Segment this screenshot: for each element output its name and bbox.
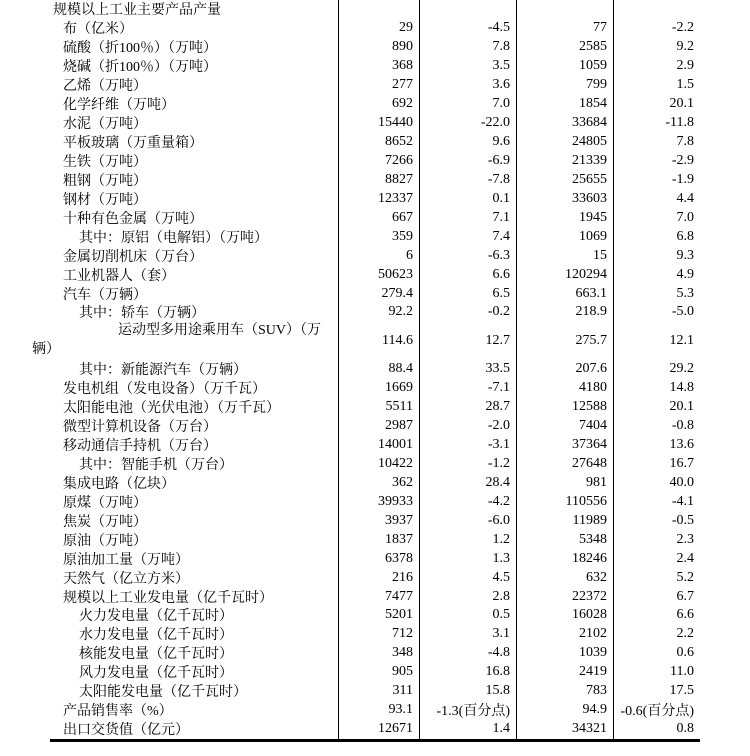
current-growth-cell: -2.0 bbox=[419, 417, 516, 436]
product-label: 硫酸（折100％）（万吨） bbox=[63, 41, 217, 57]
current-growth-cell: 6.6 bbox=[419, 265, 516, 284]
cumulative-growth-cell: 20.1 bbox=[613, 398, 700, 417]
table-row bbox=[50, 511, 700, 530]
product-label: 风力发电量（亿千瓦时） bbox=[79, 666, 233, 682]
current-growth-cell: -7.1 bbox=[419, 379, 516, 398]
current-growth-cell: 7.8 bbox=[419, 38, 516, 57]
cumulative-value-cell: 11989 bbox=[516, 511, 613, 530]
current-growth-cell: -0.2 bbox=[419, 303, 516, 322]
product-label: 产品销售率（%） bbox=[63, 704, 173, 720]
product-label: 规模以上工业主要产品产量 bbox=[53, 3, 221, 19]
table-row bbox=[50, 663, 700, 682]
product-name-cell bbox=[50, 530, 338, 549]
product-name-cell bbox=[50, 246, 338, 265]
cumulative-value-cell: 120294 bbox=[516, 265, 613, 284]
current-growth-cell: 15.8 bbox=[419, 682, 516, 701]
cumulative-value-cell: 33684 bbox=[516, 114, 613, 133]
current-value-cell: 14001 bbox=[338, 436, 419, 455]
cumulative-growth-cell: 13.6 bbox=[613, 436, 700, 455]
cumulative-value-cell: 1039 bbox=[516, 644, 613, 663]
product-name-cell bbox=[32, 322, 338, 360]
product-label: 生铁（万吨） bbox=[63, 154, 147, 170]
table-row bbox=[50, 265, 700, 284]
cumulative-value-cell: 1059 bbox=[516, 57, 613, 76]
cumulative-growth-cell: 2.3 bbox=[613, 530, 700, 549]
product-name-cell bbox=[50, 417, 338, 436]
product-name-cell bbox=[50, 38, 338, 57]
current-growth-cell: -22.0 bbox=[419, 114, 516, 133]
cumulative-value-cell: 16028 bbox=[516, 606, 613, 625]
industrial-products-table bbox=[32, 0, 700, 739]
cumulative-value-cell: 21339 bbox=[516, 152, 613, 171]
product-name-cell bbox=[50, 587, 338, 606]
product-label: 其中：轿车（万辆） bbox=[79, 306, 205, 322]
table-row bbox=[50, 95, 700, 114]
product-name-cell bbox=[50, 19, 338, 38]
current-growth-cell: -6.3 bbox=[419, 246, 516, 265]
current-growth-cell: -1.3(百分点) bbox=[419, 701, 516, 720]
current-growth-cell: 7.0 bbox=[419, 95, 516, 114]
table-row bbox=[50, 720, 700, 739]
product-label: 集成电路（亿块） bbox=[63, 476, 175, 492]
cumulative-value-cell: 27648 bbox=[516, 455, 613, 474]
cumulative-value-cell: 15 bbox=[516, 246, 613, 265]
cumulative-growth-cell: 6.8 bbox=[613, 227, 700, 246]
cumulative-value-cell: 18246 bbox=[516, 549, 613, 568]
product-label: 汽车（万辆） bbox=[63, 287, 147, 303]
current-growth-cell: 12.7 bbox=[419, 322, 516, 360]
product-label: 其中：新能源汽车（万辆） bbox=[79, 363, 247, 379]
cumulative-value-cell: 207.6 bbox=[516, 360, 613, 379]
product-name-cell bbox=[50, 568, 338, 587]
current-value-cell: 712 bbox=[338, 625, 419, 644]
product-label: 布（亿米） bbox=[63, 22, 133, 38]
cumulative-value-cell: 632 bbox=[516, 568, 613, 587]
product-label: 焦炭（万吨） bbox=[63, 514, 147, 530]
product-name-cell bbox=[50, 133, 338, 152]
cumulative-growth-cell: -1.9 bbox=[613, 170, 700, 189]
table-row bbox=[50, 701, 700, 720]
cumulative-value-cell: 2419 bbox=[516, 663, 613, 682]
cumulative-growth-cell: 6.6 bbox=[613, 606, 700, 625]
cumulative-growth-cell: 29.2 bbox=[613, 360, 700, 379]
current-value-cell: 1837 bbox=[338, 530, 419, 549]
product-name-cell bbox=[50, 511, 338, 530]
cumulative-value-cell: 981 bbox=[516, 473, 613, 492]
cumulative-value-cell: 1945 bbox=[516, 208, 613, 227]
cumulative-growth-cell: -0.8 bbox=[613, 417, 700, 436]
current-value-cell: 905 bbox=[338, 663, 419, 682]
product-name-cell bbox=[50, 0, 338, 19]
current-value-cell: 2987 bbox=[338, 417, 419, 436]
current-value-cell: 7266 bbox=[338, 152, 419, 171]
product-label: 其中：智能手机（万台） bbox=[79, 457, 233, 473]
table-row bbox=[50, 606, 700, 625]
current-value-cell: 29 bbox=[338, 19, 419, 38]
current-growth-cell: 7.1 bbox=[419, 208, 516, 227]
product-name-cell bbox=[50, 114, 338, 133]
product-label: 水力发电量（亿千瓦时） bbox=[79, 628, 233, 644]
table-row bbox=[50, 38, 700, 57]
table-row bbox=[50, 227, 700, 246]
product-name-cell bbox=[50, 303, 338, 322]
cumulative-growth-cell: 12.1 bbox=[613, 322, 700, 360]
product-name-cell bbox=[50, 625, 338, 644]
table-row bbox=[50, 417, 700, 436]
current-growth-cell: -6.9 bbox=[419, 152, 516, 171]
product-label: 核能发电量（亿千瓦时） bbox=[79, 647, 233, 663]
product-label: 十种有色金属（万吨） bbox=[63, 211, 203, 227]
current-value-cell: 7477 bbox=[338, 587, 419, 606]
current-growth-cell: -6.0 bbox=[419, 511, 516, 530]
product-name-cell bbox=[50, 398, 338, 417]
cumulative-growth-cell: 6.7 bbox=[613, 587, 700, 606]
current-value-cell: 12337 bbox=[338, 189, 419, 208]
current-value-cell: 5511 bbox=[338, 398, 419, 417]
cumulative-growth-cell: 4.9 bbox=[613, 265, 700, 284]
cumulative-value-cell: 275.7 bbox=[516, 322, 613, 360]
table-row bbox=[50, 303, 700, 322]
table-row bbox=[50, 208, 700, 227]
table-row bbox=[50, 644, 700, 663]
cumulative-value-cell: 2102 bbox=[516, 625, 613, 644]
table-row bbox=[50, 284, 700, 303]
table-row bbox=[50, 19, 700, 38]
current-value-cell: 12671 bbox=[338, 720, 419, 739]
table-row bbox=[50, 530, 700, 549]
current-value-cell: 93.1 bbox=[338, 701, 419, 720]
table-row bbox=[50, 170, 700, 189]
cumulative-value-cell: 4180 bbox=[516, 379, 613, 398]
cumulative-growth-cell: 7.0 bbox=[613, 208, 700, 227]
product-label: 原油（万吨） bbox=[63, 533, 147, 549]
current-growth-cell: 7.4 bbox=[419, 227, 516, 246]
cumulative-value-cell: 218.9 bbox=[516, 303, 613, 322]
product-name-cell bbox=[50, 57, 338, 76]
current-value-cell: 8652 bbox=[338, 133, 419, 152]
cumulative-growth-cell: -11.8 bbox=[613, 114, 700, 133]
current-growth-cell: 3.6 bbox=[419, 76, 516, 95]
cumulative-growth-cell: -4.1 bbox=[613, 492, 700, 511]
cumulative-value-cell: 1854 bbox=[516, 95, 613, 114]
current-value-cell: 368 bbox=[338, 57, 419, 76]
product-name-cell bbox=[50, 492, 338, 511]
product-name-cell bbox=[50, 360, 338, 379]
current-value-cell: 890 bbox=[338, 38, 419, 57]
cumulative-growth-cell: 1.5 bbox=[613, 76, 700, 95]
cumulative-growth-cell: 14.8 bbox=[613, 379, 700, 398]
product-label: 规模以上工业发电量（亿千瓦时） bbox=[63, 590, 273, 606]
current-growth-cell: -3.1 bbox=[419, 436, 516, 455]
current-growth-cell: -4.8 bbox=[419, 644, 516, 663]
table-row bbox=[50, 379, 700, 398]
table-row bbox=[50, 0, 700, 19]
table-row bbox=[50, 436, 700, 455]
product-name-cell bbox=[50, 170, 338, 189]
product-name-cell bbox=[50, 549, 338, 568]
product-label: 发电机组（发电设备）（万千瓦） bbox=[63, 382, 266, 398]
current-value-cell: 6 bbox=[338, 246, 419, 265]
product-name-cell bbox=[50, 436, 338, 455]
current-growth-cell: 16.8 bbox=[419, 663, 516, 682]
cumulative-growth-cell: -0.5 bbox=[613, 511, 700, 530]
current-growth-cell: 3.5 bbox=[419, 57, 516, 76]
product-label: 粗钢（万吨） bbox=[63, 173, 147, 189]
current-value-cell: 88.4 bbox=[338, 360, 419, 379]
product-name-cell bbox=[50, 152, 338, 171]
table-row bbox=[50, 473, 700, 492]
product-name-cell bbox=[50, 265, 338, 284]
current-growth-cell: 4.5 bbox=[419, 568, 516, 587]
current-value-cell: 114.6 bbox=[338, 322, 419, 360]
cumulative-growth-cell: 5.3 bbox=[613, 284, 700, 303]
cumulative-growth-cell: 5.2 bbox=[613, 568, 700, 587]
cumulative-value-cell: 34321 bbox=[516, 720, 613, 739]
current-growth-cell: 0.5 bbox=[419, 606, 516, 625]
product-name-cell bbox=[50, 663, 338, 682]
cumulative-growth-cell bbox=[613, 0, 700, 19]
product-name-cell bbox=[50, 76, 338, 95]
product-label: 工业机器人（套） bbox=[63, 268, 175, 284]
product-label: 烧碱（折100％）（万吨） bbox=[63, 60, 217, 76]
product-name-cell bbox=[50, 284, 338, 303]
current-value-cell: 92.2 bbox=[338, 303, 419, 322]
table-row bbox=[32, 322, 700, 360]
current-value-cell: 50623 bbox=[338, 265, 419, 284]
cumulative-growth-cell: 11.0 bbox=[613, 663, 700, 682]
cumulative-value-cell: 37364 bbox=[516, 436, 613, 455]
cumulative-growth-cell: 0.6 bbox=[613, 644, 700, 663]
product-name-cell bbox=[50, 682, 338, 701]
table-bottom-border bbox=[50, 739, 700, 742]
cumulative-value-cell: 7404 bbox=[516, 417, 613, 436]
current-growth-cell: 6.5 bbox=[419, 284, 516, 303]
table-row bbox=[50, 133, 700, 152]
product-label: 原煤（万吨） bbox=[63, 495, 147, 511]
current-value-cell: 277 bbox=[338, 76, 419, 95]
current-growth-cell: 2.8 bbox=[419, 587, 516, 606]
table-row bbox=[50, 682, 700, 701]
table-row bbox=[50, 568, 700, 587]
current-growth-cell: 1.3 bbox=[419, 549, 516, 568]
product-label: 火力发电量（亿千瓦时） bbox=[79, 609, 233, 625]
current-value-cell: 1669 bbox=[338, 379, 419, 398]
cumulative-growth-cell: 2.2 bbox=[613, 625, 700, 644]
cumulative-value-cell: 799 bbox=[516, 76, 613, 95]
cumulative-growth-cell: 9.3 bbox=[613, 246, 700, 265]
current-growth-cell bbox=[419, 0, 516, 19]
table-row bbox=[50, 189, 700, 208]
current-growth-cell: -7.8 bbox=[419, 170, 516, 189]
current-value-cell: 39933 bbox=[338, 492, 419, 511]
current-growth-cell: 28.7 bbox=[419, 398, 516, 417]
current-growth-cell: 0.1 bbox=[419, 189, 516, 208]
current-growth-cell: 28.4 bbox=[419, 473, 516, 492]
current-value-cell: 362 bbox=[338, 473, 419, 492]
current-growth-cell: -4.5 bbox=[419, 19, 516, 38]
current-value-cell: 279.4 bbox=[338, 284, 419, 303]
current-value-cell: 15440 bbox=[338, 114, 419, 133]
current-growth-cell: 33.5 bbox=[419, 360, 516, 379]
cumulative-value-cell: 783 bbox=[516, 682, 613, 701]
current-value-cell: 692 bbox=[338, 95, 419, 114]
cumulative-growth-cell: 17.5 bbox=[613, 682, 700, 701]
cumulative-value-cell: 5348 bbox=[516, 530, 613, 549]
table-row bbox=[50, 492, 700, 511]
cumulative-value-cell: 1069 bbox=[516, 227, 613, 246]
cumulative-value-cell: 77 bbox=[516, 19, 613, 38]
table-row bbox=[50, 246, 700, 265]
product-label: 原油加工量（万吨） bbox=[63, 552, 189, 568]
product-label: 化学纤维（万吨） bbox=[63, 98, 175, 114]
product-name-cell bbox=[50, 701, 338, 720]
current-growth-cell: -4.2 bbox=[419, 492, 516, 511]
current-value-cell: 348 bbox=[338, 644, 419, 663]
cumulative-growth-cell: 7.8 bbox=[613, 133, 700, 152]
product-name-cell bbox=[50, 227, 338, 246]
product-label: 移动通信手持机（万台） bbox=[63, 439, 217, 455]
table-row bbox=[50, 57, 700, 76]
cumulative-value-cell: 24805 bbox=[516, 133, 613, 152]
cumulative-growth-cell: 9.2 bbox=[613, 38, 700, 57]
table-row bbox=[50, 114, 700, 133]
current-value-cell: 8827 bbox=[338, 170, 419, 189]
cumulative-growth-cell: 40.0 bbox=[613, 473, 700, 492]
current-growth-cell: 1.4 bbox=[419, 720, 516, 739]
cumulative-value-cell: 22372 bbox=[516, 587, 613, 606]
cumulative-value-cell: 33603 bbox=[516, 189, 613, 208]
current-value-cell bbox=[338, 0, 419, 19]
cumulative-growth-cell: -2.9 bbox=[613, 152, 700, 171]
current-value-cell: 359 bbox=[338, 227, 419, 246]
current-growth-cell: -1.2 bbox=[419, 455, 516, 474]
cumulative-growth-cell: 16.7 bbox=[613, 455, 700, 474]
product-name-cell bbox=[50, 208, 338, 227]
product-name-cell bbox=[50, 379, 338, 398]
cumulative-value-cell: 25655 bbox=[516, 170, 613, 189]
table-row bbox=[50, 549, 700, 568]
product-label: 钢材（万吨） bbox=[63, 192, 147, 208]
current-value-cell: 5201 bbox=[338, 606, 419, 625]
current-value-cell: 10422 bbox=[338, 455, 419, 474]
current-value-cell: 6378 bbox=[338, 549, 419, 568]
cumulative-growth-cell: -2.2 bbox=[613, 19, 700, 38]
product-name-cell bbox=[50, 720, 338, 739]
product-name-cell bbox=[50, 473, 338, 492]
cumulative-value-cell: 12588 bbox=[516, 398, 613, 417]
table-row bbox=[50, 625, 700, 644]
table-row bbox=[50, 360, 700, 379]
cumulative-growth-cell: 20.1 bbox=[613, 95, 700, 114]
current-value-cell: 216 bbox=[338, 568, 419, 587]
current-value-cell: 667 bbox=[338, 208, 419, 227]
current-growth-cell: 3.1 bbox=[419, 625, 516, 644]
product-name-cell bbox=[50, 189, 338, 208]
table-row bbox=[50, 587, 700, 606]
table-row bbox=[50, 76, 700, 95]
cumulative-growth-cell: 2.9 bbox=[613, 57, 700, 76]
product-name-cell bbox=[50, 95, 338, 114]
table-row bbox=[50, 152, 700, 171]
product-label: 运动型多用途乘用车（SUV）（万辆） bbox=[32, 322, 322, 357]
product-label: 天然气（亿立方米） bbox=[63, 571, 189, 587]
product-label: 乙烯（万吨） bbox=[63, 79, 147, 95]
table-row bbox=[50, 398, 700, 417]
product-label: 平板玻璃（万重量箱） bbox=[63, 136, 203, 152]
product-name-cell bbox=[50, 455, 338, 474]
cumulative-value-cell bbox=[516, 0, 613, 19]
product-name-cell bbox=[50, 644, 338, 663]
cumulative-growth-cell: 0.8 bbox=[613, 720, 700, 739]
cumulative-growth-cell: -0.6(百分点) bbox=[613, 701, 700, 720]
product-label: 其中：原铝（电解铝）（万吨） bbox=[79, 230, 268, 246]
product-label: 微型计算机设备（万台） bbox=[63, 420, 217, 436]
cumulative-value-cell: 94.9 bbox=[516, 701, 613, 720]
table-row bbox=[50, 455, 700, 474]
cumulative-value-cell: 2585 bbox=[516, 38, 613, 57]
cumulative-growth-cell: 4.4 bbox=[613, 189, 700, 208]
current-growth-cell: 1.2 bbox=[419, 530, 516, 549]
product-label: 太阳能发电量（亿千瓦时） bbox=[79, 685, 247, 701]
cumulative-growth-cell: -5.0 bbox=[613, 303, 700, 322]
cumulative-growth-cell: 2.4 bbox=[613, 549, 700, 568]
current-value-cell: 3937 bbox=[338, 511, 419, 530]
current-growth-cell: 9.6 bbox=[419, 133, 516, 152]
product-label: 太阳能电池（光伏电池）（万千瓦） bbox=[63, 401, 280, 417]
cumulative-value-cell: 110556 bbox=[516, 492, 613, 511]
product-name-cell bbox=[50, 606, 338, 625]
product-label: 水泥（万吨） bbox=[63, 117, 147, 133]
cumulative-value-cell: 663.1 bbox=[516, 284, 613, 303]
product-label: 金属切削机床（万台） bbox=[63, 249, 203, 265]
current-value-cell: 311 bbox=[338, 682, 419, 701]
product-label: 出口交货值（亿元） bbox=[63, 723, 189, 739]
